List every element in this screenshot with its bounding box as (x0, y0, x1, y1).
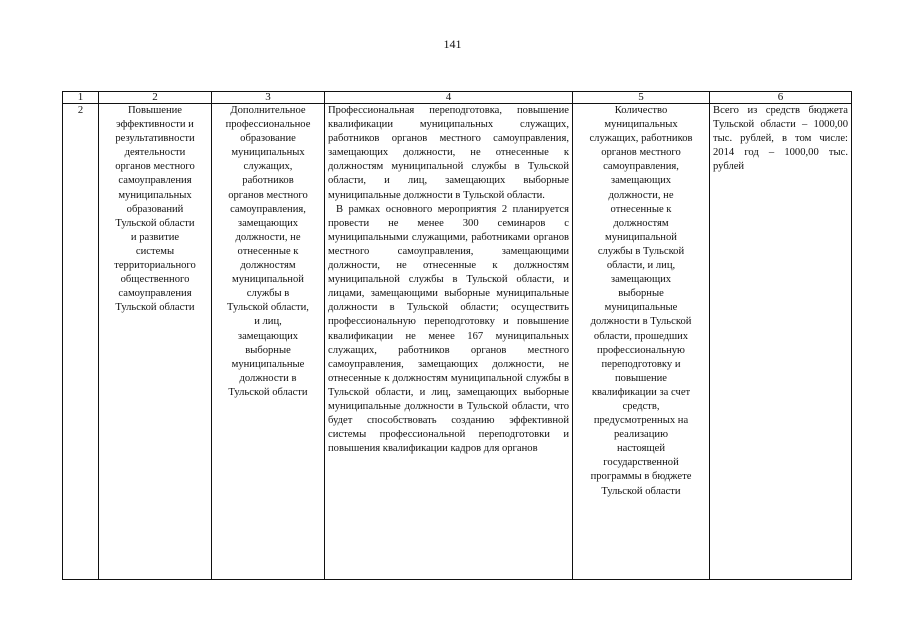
column-header: 1 (63, 92, 99, 104)
column-header: 2 (99, 92, 212, 104)
row-number-cell (63, 104, 99, 580)
funding-text: Всего из средств бюджета Тульской области – 1000,00 тыс. рублей, в том числе: 2014 год – 1000,00 тыс. рублей (713, 105, 848, 173)
page-number: 141 (443, 37, 462, 51)
description-paragraph-1: Профессиональная переподготовка, повышение квалификации муниципальных служащих, работников органов местного самоуправления, замещающих должности, не отнесенные к должностям муниципальной службы в Тульской области, и лиц, замещающих выборные муниципальные должности в Тульской области. (328, 105, 569, 201)
indicator-text: Количество муниципальных служащих, работников органов местного самоуправления, замещающих должности, не отнесенные к должностям муниципальной службы в Тульской области, и лиц, замещающих выборные муниципальные должности в Тульской области, прошедших профессиональную переподготовку и повышение квалификации за счет средств, предусмотренных на реализацию настоящей государственной программы в бюджете Тульской области (589, 105, 693, 497)
table-header-row (63, 92, 852, 104)
column-header: 4 (325, 92, 573, 104)
column-header: 5 (573, 92, 710, 104)
funding-cell (710, 104, 852, 580)
indicator-cell (573, 104, 710, 580)
task-cell (99, 104, 212, 580)
description-cell (325, 104, 573, 580)
description-paragraph-2: В рамках основного мероприятия 2 планируется провести не менее 300 семинаров с муниципальными служащими, работниками органов местного самоуправления, замещающими должности, не отнесенные к должностям муниципальной службы в Тульской области, и лицами, замещающими выборные муниципальные должности в Тульской области; осуществить профессиональную переподготовку и повышение квалификации не менее 167 муниципальных служащих, работников органов местного самоуправления, замещающих должности, не отнесенные к должностям муниципальной службы в Тульской области, и лиц, замещающих выборные муниципальные должности в Тульской области, что будет способствовать созданию эффективной системы профессиональной переподготовки и повышения квалификации кадров для органов (328, 203, 569, 455)
task-text: Повышение эффективности и результативности деятельности органов местного самоуправления муниципальных образований Тульской области и развитие системы территориального общественного самоуправления Тульской области (114, 105, 196, 314)
main-activity-cell (212, 104, 325, 580)
main-activity-text: Дополнительное профессиональное образование муниципальных служащих, работников органов местного самоуправления, замещающих должности, не отнесенные к должностям муниципальной службы в Тульской области, и лиц, замещающих выборные муниципальные должности в Тульской области (225, 105, 311, 398)
table-row (63, 104, 852, 580)
column-header: 3 (212, 92, 325, 104)
program-table (62, 91, 852, 580)
column-header: 6 (710, 92, 852, 104)
row-number: 2 (77, 105, 84, 116)
